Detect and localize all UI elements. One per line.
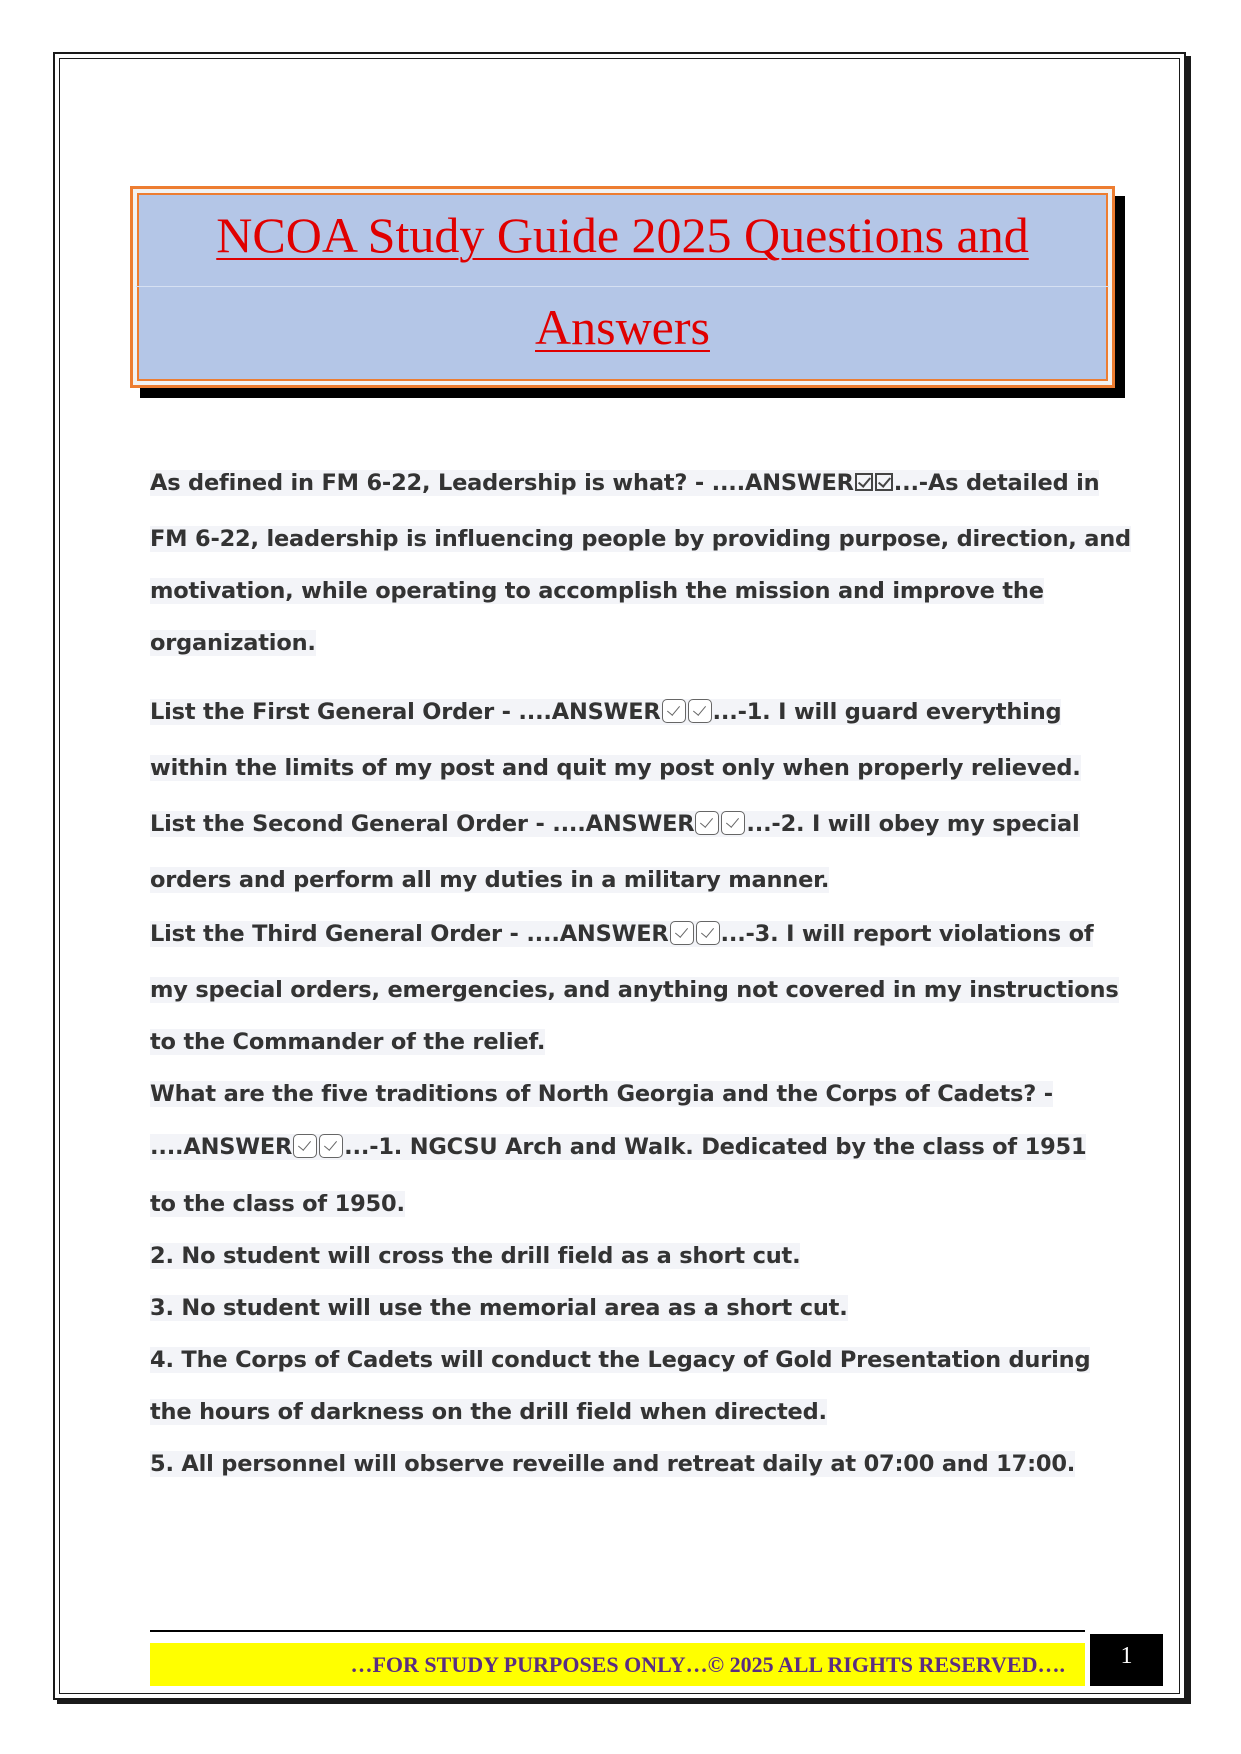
text-line: to the class of 1950. [150, 1191, 405, 1217]
page-border-shadow-right [1186, 56, 1191, 1704]
text-line [150, 1134, 1086, 1160]
checkmark-icon [721, 811, 745, 835]
checkmark-icon [293, 1134, 317, 1158]
checkmark-icon [670, 921, 694, 945]
checkmark-icon [855, 473, 873, 491]
page-border-shadow-bottom [57, 1700, 1191, 1704]
text-line [150, 811, 1080, 837]
question-text: List the Third General Order - ....ANSWER [150, 921, 669, 947]
answer-text: ...-2. I will obey my special [746, 811, 1080, 837]
question-text: As defined in FM 6-22, Leadership is what? - ....ANSWER [150, 470, 854, 496]
text-line: 2. No student will cross the drill field as a short cut. [150, 1243, 801, 1269]
text-line: the hours of darkness on the drill field when directed. [150, 1399, 827, 1425]
text-line: 3. No student will use the memorial area as a short cut. [150, 1295, 848, 1321]
text-line: 5. All personnel will observe reveille and retreat daily at 07:00 and 17:00. [150, 1451, 1076, 1477]
footer-rule [150, 1630, 1085, 1632]
question-text: List the First General Order - ....ANSWER [150, 699, 661, 725]
question-text: List the Second General Order - ....ANSWER [150, 811, 695, 837]
footer-text: …FOR STUDY PURPOSES ONLY…© 2025 ALL RIGHTS RESERVED…. [350, 1652, 1065, 1677]
title-box-divider [136, 286, 1109, 287]
text-line: What are the five traditions of North Georgia and the Corps of Cadets? - [150, 1081, 1053, 1107]
checkmark-icon [875, 473, 893, 491]
text-line [150, 699, 1061, 725]
checkmark-icon [662, 699, 686, 723]
answer-text: ...-1. NGCSU Arch and Walk. Dedicated by the class of 1951 [344, 1134, 1087, 1160]
answer-text: ...-As detailed in [893, 470, 1100, 496]
text-line: organization. [150, 630, 316, 656]
text-line: my special orders, emergencies, and anything not covered in my instructions [150, 977, 1119, 1003]
checkmark-icon [695, 811, 719, 835]
text-line: FM 6-22, leadership is influencing people by providing purpose, direction, and [150, 526, 1131, 552]
checkmark-icon [319, 1134, 343, 1158]
answer-text: ...-1. I will guard everything [712, 699, 1062, 725]
text-line [150, 921, 1093, 947]
title-line-1: NCOA Study Guide 2025 Questions and [216, 207, 1029, 263]
answer-text: ...-3. I will report violations of [720, 921, 1094, 947]
title-line-2: Answers [535, 299, 710, 355]
text-line: orders and perform all my duties in a military manner. [150, 867, 830, 893]
checkmark-icon [688, 699, 712, 723]
text-line [150, 470, 1099, 496]
checkmark-icon [696, 921, 720, 945]
question-text: ....ANSWER [150, 1134, 293, 1160]
title-box [130, 186, 1115, 388]
text-line: 4. The Corps of Cadets will conduct the Legacy of Gold Presentation during [150, 1347, 1091, 1373]
footer-banner [150, 1643, 1085, 1686]
text-line: within the limits of my post and quit my post only when properly relieved. [150, 755, 1081, 781]
text-line: motivation, while operating to accomplish the mission and improve the [150, 578, 1044, 604]
page-number: 1 [1090, 1634, 1163, 1686]
text-line: to the Commander of the relief. [150, 1029, 546, 1055]
